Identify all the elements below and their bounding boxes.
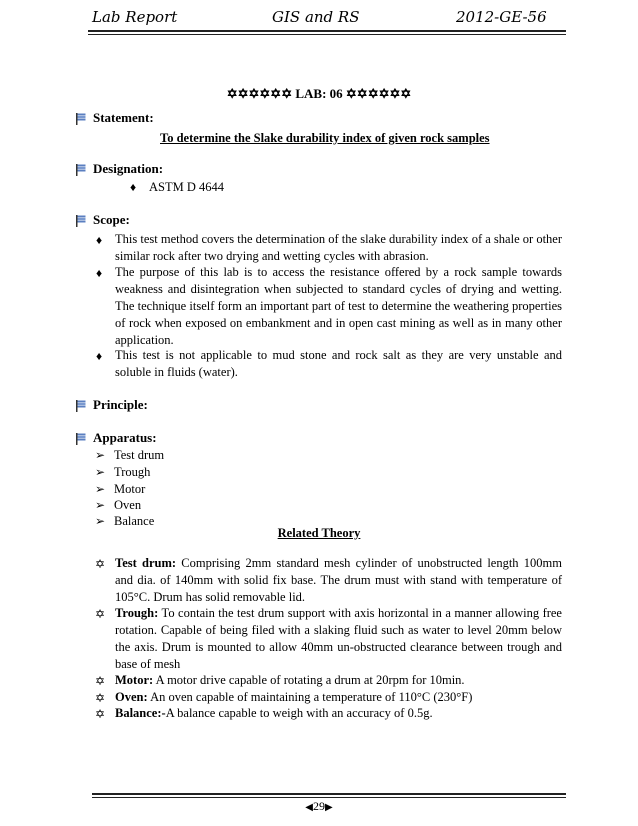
arrow-bullet-icon: ➢ bbox=[95, 465, 106, 479]
flag-bullet-icon bbox=[76, 164, 86, 175]
section-designation bbox=[76, 161, 163, 177]
header-rule bbox=[88, 30, 566, 32]
principle-heading: Principle: bbox=[93, 397, 148, 412]
diamond-bullet-icon: ♦ bbox=[130, 180, 137, 194]
apparatus-item: Test drum bbox=[114, 448, 165, 462]
theory-text: An oven capable of maintaining a temperature of 110°C (230°F) bbox=[147, 690, 473, 704]
star-bullet-icon: ✡ bbox=[95, 674, 106, 688]
star-bullet-icon: ✡ bbox=[95, 557, 106, 571]
related-theory-heading: Related Theory bbox=[277, 526, 361, 540]
scope-item: The purpose of this lab is to access the resistance offered by a rock sample towards weakness and disintegration when subjected to standard cycles of drying and wetting. The technique itself form an important part of test to determine the weathering properties of rock when exposed on embankment and in open cast mining as well as in many other application. bbox=[115, 265, 562, 347]
diamond-bullet-icon: ♦ bbox=[96, 266, 103, 280]
apparatus-item: Balance bbox=[114, 514, 155, 528]
footer-rule-thin bbox=[92, 797, 566, 798]
scope-heading: Scope: bbox=[93, 212, 130, 227]
star-ornament-left: ✡✡✡✡✡✡ bbox=[226, 86, 293, 101]
theory-term: Oven: bbox=[115, 690, 148, 704]
theory-item-balance bbox=[115, 705, 562, 722]
theory-term: Balance:- bbox=[115, 706, 166, 720]
theory-text: To contain the test drum support with axis horizontal in a manner allowing free rotation. Capable of being filed with a slaking fluid such as water to level 20mm below the axis. Drum is mounted to allow 40mm un-obstructed clearance between trough and base of mesh bbox=[115, 606, 562, 671]
theory-text: A balance capable to weigh with an accuracy of 0.5g. bbox=[165, 706, 433, 720]
star-bullet-icon: ✡ bbox=[95, 691, 106, 705]
apparatus-heading: Apparatus: bbox=[93, 430, 157, 445]
arrow-bullet-icon: ➢ bbox=[95, 514, 106, 528]
statement-text: To determine the Slake durability index of given rock samples bbox=[160, 131, 490, 145]
statement-heading: Statement: bbox=[93, 110, 154, 125]
page-number-text: 29 bbox=[313, 799, 325, 813]
flag-bullet-icon bbox=[76, 400, 86, 411]
diamond-bullet-icon: ♦ bbox=[96, 349, 103, 363]
arrow-bullet-icon: ➢ bbox=[95, 498, 106, 512]
designation-item: ASTM D 4644 bbox=[149, 180, 225, 194]
header-center: GIS and RS bbox=[272, 8, 360, 26]
star-bullet-icon: ✡ bbox=[95, 607, 106, 621]
apparatus-item: Oven bbox=[114, 498, 142, 512]
flag-bullet-icon bbox=[76, 215, 86, 226]
theory-term: Trough: bbox=[115, 606, 159, 620]
lab-title bbox=[0, 86, 638, 102]
theory-item-trough bbox=[115, 605, 562, 673]
section-statement bbox=[76, 110, 154, 126]
theory-text: Comprising 2mm standard mesh cylinder of unobstructed length 100mm and dia. of 140mm with solid fix base. The drum must with stand with temperature of 105°C. Drum has solid removable lid. bbox=[115, 556, 562, 604]
section-scope bbox=[76, 212, 130, 228]
arrow-left-icon: ◀ bbox=[305, 802, 313, 813]
section-apparatus bbox=[76, 430, 157, 446]
page-number bbox=[0, 799, 638, 814]
arrow-bullet-icon: ➢ bbox=[95, 482, 106, 496]
theory-term: Test drum: bbox=[115, 556, 177, 570]
header-rule-thin bbox=[88, 34, 566, 35]
arrow-right-icon: ▶ bbox=[325, 802, 333, 813]
scope-item: This test is not applicable to mud stone and rock salt as they are very unstable and soluble in fluids (water). bbox=[115, 348, 562, 379]
header-right: 2012-GE-56 bbox=[456, 8, 547, 26]
header-left: Lab Report bbox=[92, 8, 178, 26]
apparatus-item: Trough bbox=[114, 465, 151, 479]
diamond-bullet-icon: ♦ bbox=[96, 233, 103, 247]
theory-text: A motor drive capable of rotating a drum at 20rpm for 10min. bbox=[153, 673, 465, 687]
theory-item-oven bbox=[115, 689, 562, 706]
footer-rule bbox=[92, 793, 566, 795]
flag-bullet-icon bbox=[76, 433, 86, 444]
apparatus-item: Motor bbox=[114, 482, 146, 496]
flag-bullet-icon bbox=[76, 113, 86, 124]
designation-heading: Designation: bbox=[93, 161, 164, 176]
arrow-bullet-icon: ➢ bbox=[95, 448, 106, 462]
scope-item: This test method covers the determination of the slake durability index of a shale or other similar rock after two drying and wetting cycles with abrasion. bbox=[115, 232, 562, 263]
theory-term: Motor: bbox=[115, 673, 154, 687]
theory-item-test-drum bbox=[115, 555, 562, 606]
star-ornament-right: ✡✡✡✡✡✡ bbox=[345, 86, 412, 101]
lab-title-text: LAB: 06 bbox=[295, 86, 343, 101]
star-bullet-icon: ✡ bbox=[95, 707, 106, 721]
section-principle bbox=[76, 397, 148, 413]
theory-item-motor bbox=[115, 672, 562, 689]
